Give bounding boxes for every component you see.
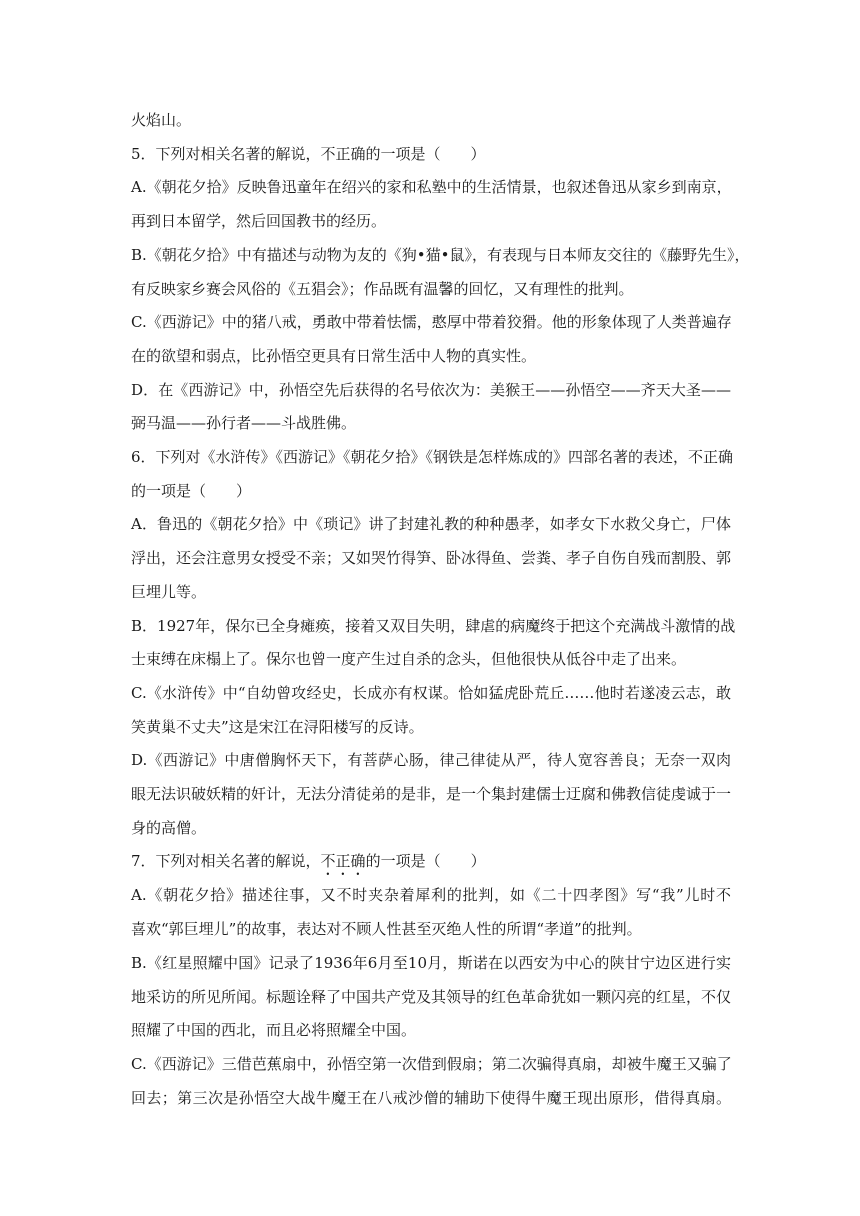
question-6-stem-line-2: 的一项是（ ） [131,481,252,500]
question-7-option-a-line-1: A.《朝花夕拾》描述往事，又不时夹杂着犀利的批判，如《二十四孝图》写“我”儿时不 [131,886,731,905]
question-5-option-b-line-1: B.《朝花夕拾》中有描述与动物为友的《狗•猫•鼠》，有表现与日本师友交往的《藤野先生》， [131,245,750,264]
question-7-stem-emphasis: 不正确 [320,852,366,871]
question-7-option-c-line-1: C.《西游记》三借芭蕉扇中，孙悟空第一次借到假扇；第二次骗得真扇，却被牛魔王又骗了 [131,1054,732,1073]
question-7-option-b-line-2: 地采访的所见所闻。标题诠释了中国共产党及其领导的红色革命犹如一颗闪亮的红星，不仅 [131,987,732,1006]
question-7 [131,845,731,1115]
question-6-option-a-line-1: A．鲁迅的《朝花夕拾》中《琐记》讲了封建礼教的种种愚孝，如孝女下水救父身亡，尸体 [131,515,731,534]
question-6-option-b-line-1: B．1927年，保尔已全身瘫痪，接着又双目失明，肆虐的病魔终于把这个充满战斗激情的战 [131,616,736,635]
question-6-option-d-line-3: 身的高僧。 [131,818,207,837]
question-5 [131,138,750,441]
question-5-option-d-line-1: D．在《西游记》中，孙悟空先后获得的名号依次为：美猴王——孙悟空——齐天大圣—— [131,380,731,399]
question-6-option-b-line-2: 士束缚在床榻上了。保尔也曾一度产生过自杀的念头，但他很快从低谷中走了出来。 [131,650,687,669]
question-7-option-b-line-3: 照耀了中国的西北，而且必将照耀全中国。 [131,1021,417,1040]
question-6 [131,441,736,845]
question-6-option-a-line-2: 浮出，还会注意男女授受不亲；又如哭竹得笋、卧冰得鱼、尝粪、孝子自伤自残而割股、郭 [131,549,732,568]
question-5-option-a-line-1: A.《朝花夕拾》反映鲁迅童年在绍兴的家和私塾中的生活情景，也叙述鲁迅从家乡到南京， [131,178,732,197]
question-6-option-c-line-2: 笑黄巢不丈夫”这是宋江在浔阳楼写的反诗。 [131,717,424,736]
document-page [131,104,750,1115]
question-6-stem-line-1: 6．下列对《水浒传》《西游记》《朝花夕拾》《钢铁是怎样炼成的》四部名著的表述，不正确 [131,448,734,467]
question-7-stem [131,845,731,879]
question-7-option-b-line-1: B.《红星照耀中国》记录了1936年6月至10月，斯诺在以西安为中心的陕甘宁边区进行实 [131,953,731,972]
question-5-option-c-line-2: 在的欲望和弱点，比孙悟空更具有日常生活中人物的真实性。 [131,346,537,365]
question-7-stem-prefix: 7．下列对相关名著的解说， [131,852,321,871]
question-7-option-c-line-2: 回去；第三次是孙悟空大战牛魔王在八戒沙僧的辅助下使得牛魔王现出原形，借得真扇。 [131,1088,731,1107]
question-6-option-d-line-1: D.《西游记》中唐僧胸怀天下，有菩萨心肠，律己律徒从严，待人宽容善良；无奈一双肉 [131,751,731,770]
question-5-option-d-line-2: 弼马温——孙行者——斗战胜佛。 [131,414,357,433]
question-6-option-c-line-1: C.《水浒传》中“自幼曾攻经史，长成亦有权谋。恰如猛虎卧荒丘……他时若遂凌云志，敢 [131,683,731,702]
question-6-option-d-line-2: 眼无法识破妖精的奸计，无法分清徒弟的是非，是一个集封建儒士迂腐和佛教信徒虔诚于一 [131,785,732,804]
question-5-stem: 5．下列对相关名著的解说，不正确的一项是（ ） [131,144,486,163]
question-5-option-b-line-2: 有反映家乡赛会风俗的《五猖会》；作品既有温馨的回忆，又有理性的批判。 [131,279,634,298]
question-7-stem-suffix: 的一项是（ ） [365,852,486,871]
previous-question-tail: 火焰山。 [131,111,192,129]
question-6-option-a-line-3: 巨埋儿等。 [131,582,207,601]
question-5-option-a-line-2: 再到日本留学，然后回国教书的经历。 [131,212,387,231]
question-7-option-a-line-2: 喜欢“郭巨埋儿”的故事，表达对不顾人性甚至灭绝人性的所谓“孝道”的批判。 [131,920,642,939]
question-5-option-c-line-1: C.《西游记》中的猪八戒，勇敢中带着怯懦，憨厚中带着狡猾。他的形象体现了人类普遍存 [131,313,732,332]
